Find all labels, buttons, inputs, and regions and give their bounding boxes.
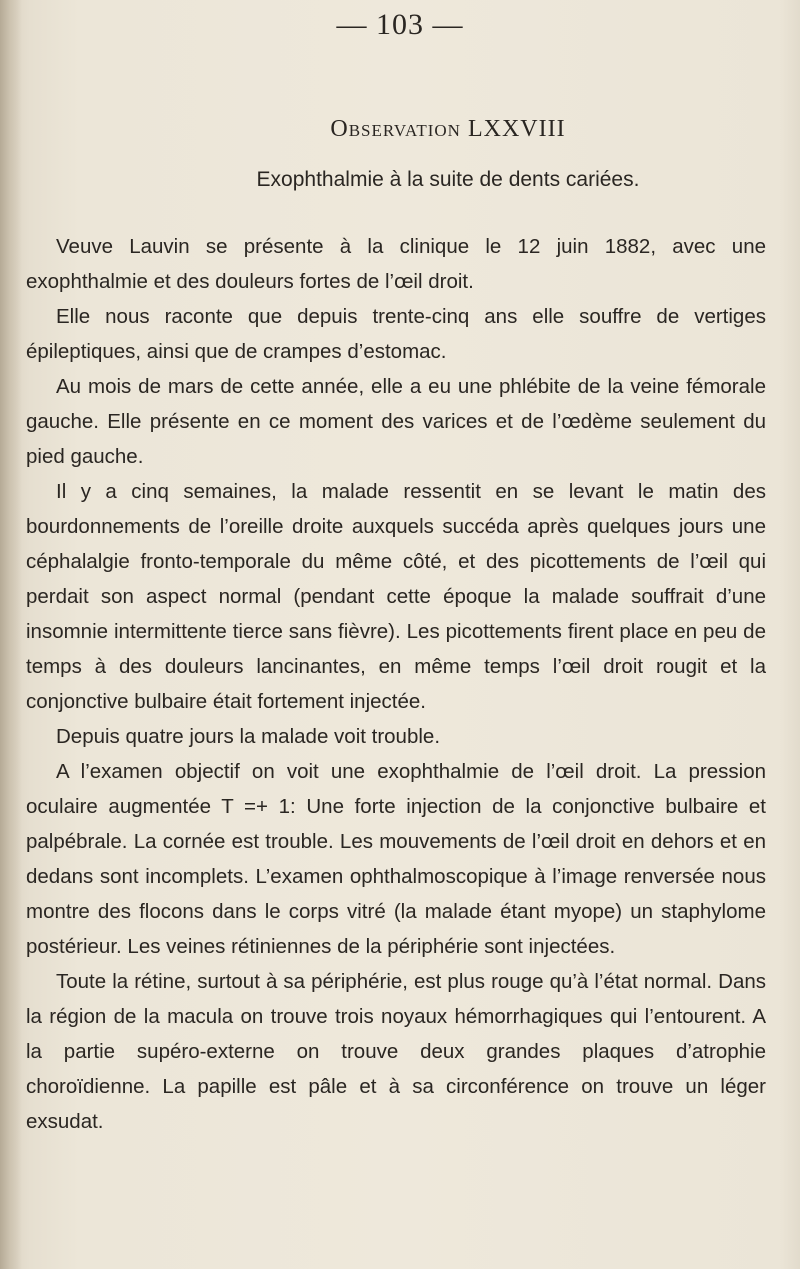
paragraph-2: Elle nous raconte que depuis trente-cinq ans elle souffre de vertiges épileptiques, ainsi que de crampes d’estomac. [26, 305, 766, 363]
paragraph-7: Toute la rétine, surtout à sa périphérie, est plus rouge qu’à l’état normal. Dans la région de la macula on trouve trois noyaux hémorrhagiques qui l’entourent. A la partie supéro-externe on trouve deux grandes plaques d’atrophie choroïdienne. La papille est pâle et à sa circonférence on trouve un léger exsudat. [26, 970, 766, 1133]
observation-subtitle: Exophthalmie à la suite de dents cariées. [256, 168, 640, 191]
page-number: — 103 — [336, 8, 464, 41]
paragraph-3: Au mois de mars de cette année, elle a eu une phlébite de la veine fémorale gauche. Elle présente en ce moment des varices et de l’œdème seulement du pied gauche. [26, 375, 766, 468]
paragraph-4: Il y a cinq semaines, la malade ressentit en se levant le matin des bourdonnements de l’oreille droite auxquels succéda après quelques jours une céphalalgie fronto-temporale du même côté, et des picottements de l’œil qui perdait son aspect normal (pendant cette époque la malade souffrait d’une insomnie intermittente tierce sans fièvre). Les picottements firent place en peu de temps à des douleurs lancinantes, en même temps l’œil droit rougit et la conjonctive bulbaire était fortement injectée. [26, 480, 766, 713]
paragraph-5: Depuis quatre jours la malade voit trouble. [56, 725, 441, 748]
observation-title: Observation LXXVIII [330, 116, 566, 142]
body-text [26, 229, 766, 1139]
paragraph-1: Veuve Lauvin se présente à la clinique le 12 juin 1882, avec une exophthalmie et des douleurs fortes de l’œil droit. [26, 235, 766, 293]
paragraph-6: A l’examen objectif on voit une exophthalmie de l’œil droit. La pression oculaire augmentée T =+ 1: Une forte injection de la conjonctive bulbaire et palpébrale. La cornée est trouble. Les mouvements de l’œil droit en dehors et en dedans sont incomplets. L’examen ophthalmoscopique à l’image renversée nous montre des flocons dans le corps vitré (la malade étant myope) un staphylome postérieur. Les veines rétiniennes de la périphérie sont injectées. [26, 760, 766, 958]
